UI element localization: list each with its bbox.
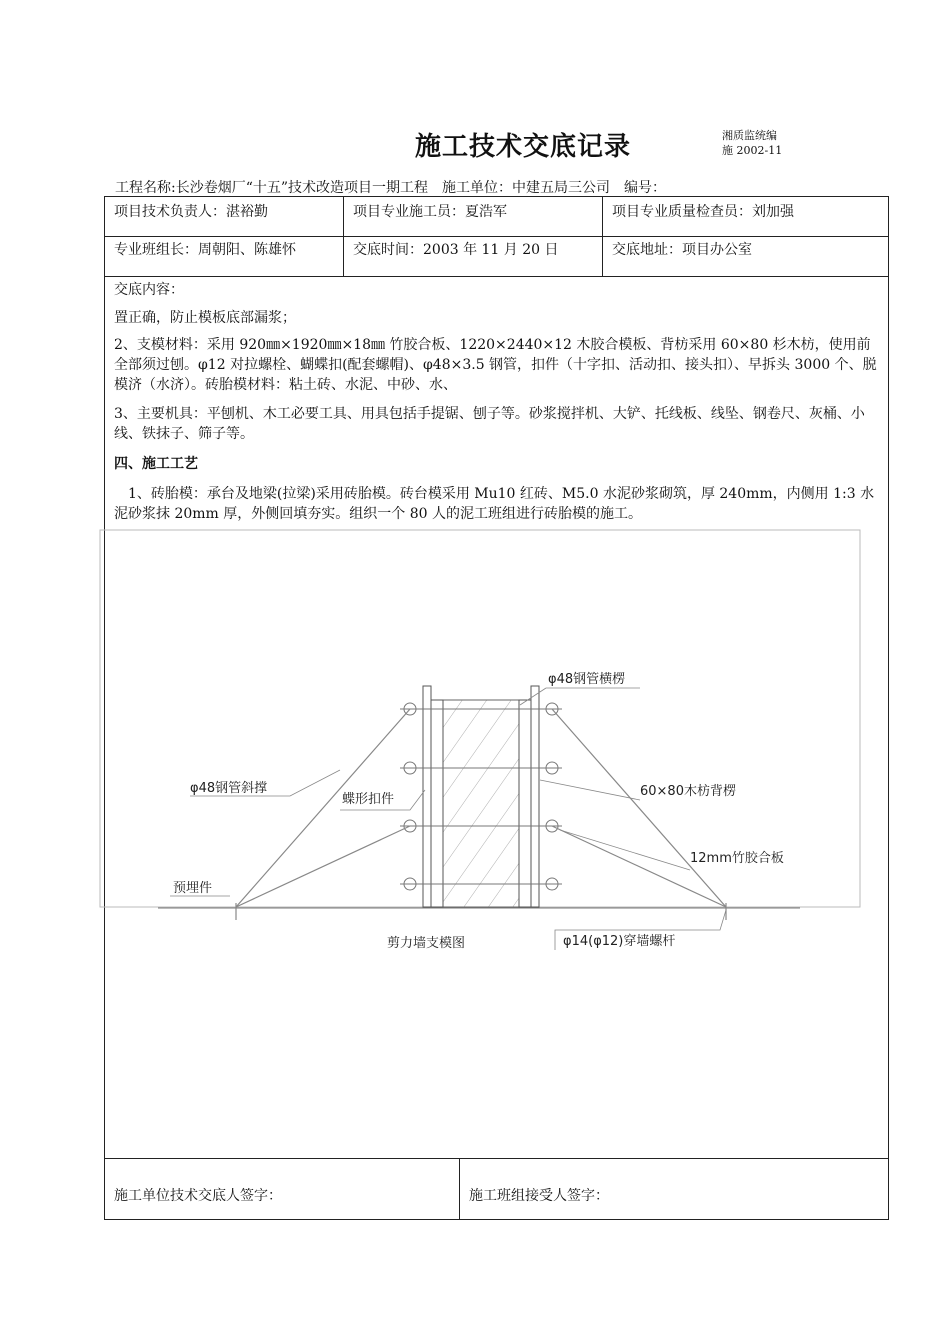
wood-rib-right: [531, 686, 539, 907]
label-wall-bolt: φ14(φ12)穿墙螺杆: [563, 934, 676, 949]
content-para-2: 2、支模材料：采用 920㎜×1920㎜×18㎜ 竹胶合板、1220×2440×12 木胶合模板、背枋采用 60×80 杉木枋，使用前全部须过刨。φ12 对拉螺栓、蝴蝶扣(配套螺帽)、φ48×3.5 钢管，扣件（十字扣、活动扣、接头扣）、早拆头 3000 个、脱模济（水济）。砖胎模材料：粘土砖、水泥、中砂、水、: [114, 337, 877, 393]
form-code-line1: 湘质监统编: [722, 129, 777, 142]
site-worker-cell: 项目专业施工员：夏浩军: [353, 204, 507, 220]
form-code-line2: 施 2002-11: [722, 144, 783, 157]
signature-left: 施工单位技术交底人签字：: [114, 1188, 282, 1204]
project-line: 工程名称:长沙卷烟厂“十五”技术改造项目一期工程 施工单位：中建五局三公司 编号：: [115, 180, 667, 196]
label-butterfly-clip: 蝶形扣件: [342, 792, 395, 807]
page-title: 施工技术交底记录: [415, 132, 632, 162]
inspector-cell: 项目专业质量检查员：刘加强: [612, 204, 794, 220]
team-lead-cell: 专业班组长：周朝阳、陈雄怀: [114, 242, 296, 258]
label-embedded-part: 预埋件: [173, 881, 213, 896]
content-heading: 交底内容：: [114, 282, 184, 298]
content-para-4: 1、砖胎模：承台及地梁(拉梁)采用砖胎模。砖台模采用 Mu10 红砖、M5.0 水泥砂浆砌筑，厚 240mm，内侧用 1:3 水泥砂浆抹 20mm 厚，外侧回填夯实。组织一个 80 人的泥工班组进行砖胎模的施工。: [114, 486, 875, 522]
concrete-wall: [443, 700, 519, 907]
location-cell: 交底地址：项目办公室: [612, 242, 752, 258]
plywood-left: [431, 700, 443, 907]
section-heading: 四、施工工艺: [114, 456, 198, 472]
tech-lead-cell: 项目技术负责人：湛裕勤: [114, 204, 268, 220]
date-cell: 交底时间：2003 年 11 月 20 日: [353, 242, 559, 258]
label-diagonal-brace: φ48钢管斜撑: [190, 781, 268, 796]
wood-rib-left: [423, 686, 431, 907]
content-para-1: 置正确，防止模板底部漏浆；: [114, 310, 296, 326]
diagram-caption: 剪力墙支模图: [387, 936, 466, 951]
label-steel-tube: φ48钢管横楞: [548, 672, 626, 687]
label-bamboo-plywood: 12mm竹胶合板: [690, 851, 784, 866]
signature-right: 施工班组接受人签字：: [469, 1188, 609, 1204]
label-wood-rib: 60×80木枋背楞: [640, 784, 736, 799]
content-para-3: 3、主要机具：平刨机、木工必要工具、用具包括手提锯、刨子等。砂浆搅拌机、大铲、托线板、线坠、钢卷尺、灰桶、小线、铁抹子、筛子等。: [114, 406, 865, 442]
plywood-right: [519, 700, 531, 907]
